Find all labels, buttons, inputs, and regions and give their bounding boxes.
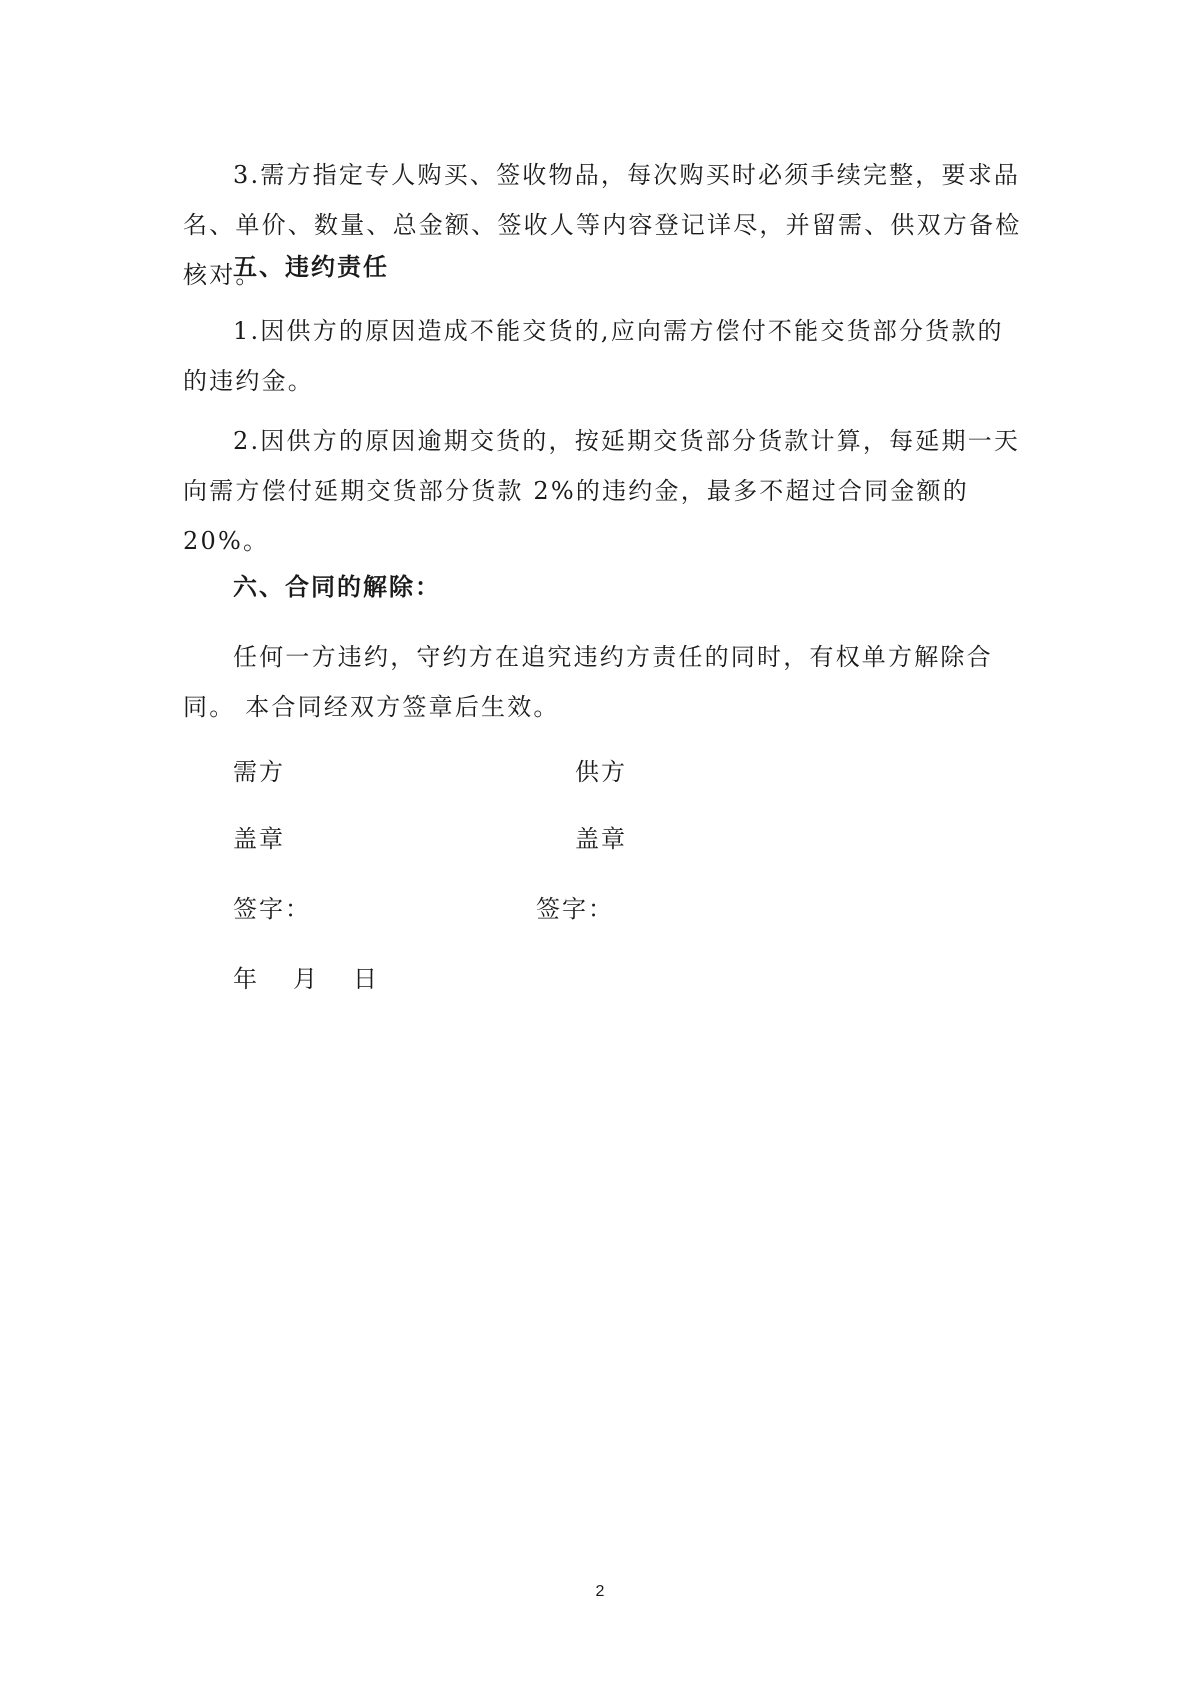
date-month: 月	[293, 965, 317, 993]
section-heading-termination: 六、合同的解除：	[233, 573, 441, 601]
supplier-label: 供方	[575, 758, 627, 786]
section-heading-breach: 五、违约责任	[233, 253, 389, 281]
buyer-label: 需方	[233, 758, 285, 786]
date-day: 日	[353, 965, 377, 993]
date-year: 年	[233, 965, 257, 993]
page-number: 2	[595, 1583, 605, 1600]
buyer-seal: 盖章	[233, 825, 285, 853]
supplier-signature: 签字：	[536, 895, 614, 923]
supplier-seal: 盖章	[575, 825, 627, 853]
clause-5-2: 2.因供方的原因逾期交货的，按延期交货部分货款计算，每延期一天向需方偿付延期交货部分货款 2%的违约金，最多不超过合同金额的 20%。	[183, 427, 1021, 555]
clause-4-3: 3.需方指定专人购买、签收物品，每次购买时必须手续完整，要求品名、单价、数量、总金额、签收人等内容登记详尽，并留需、供双方备检核对。	[183, 161, 1022, 289]
clause-5-1: 1.因供方的原因造成不能交货的,应向需方偿付不能交货部分货款的的违约金。	[183, 317, 1004, 395]
clause-6: 任何一方违约，守约方在追究违约方责任的同时，有权单方解除合同。 本合同经双方签章后生效。	[183, 643, 993, 721]
buyer-signature: 签字：	[233, 895, 311, 923]
